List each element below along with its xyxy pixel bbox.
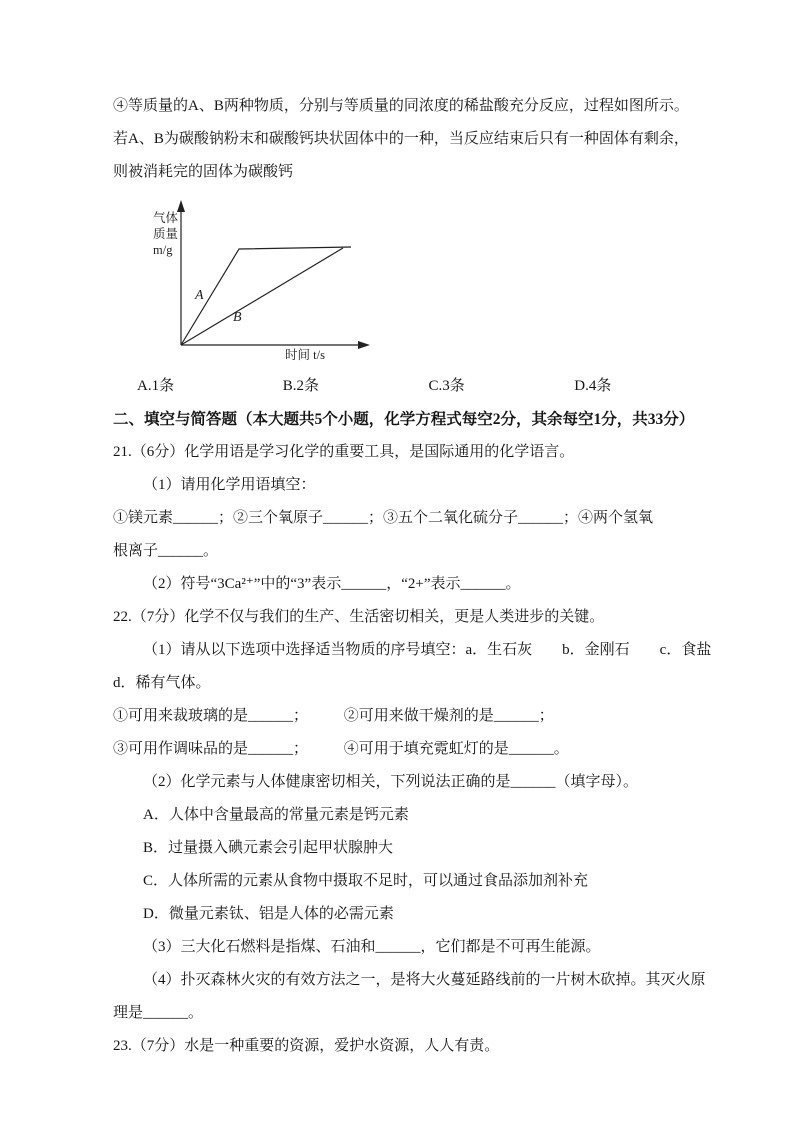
q22-fill-item-2: ②可用来做干燥剂的是______； [343, 708, 554, 724]
q20-option-d: D.4条 [574, 378, 612, 394]
q22-part4-line-1: （4）扑灭森林火灾的有效方法之一，是将大火蔓延路线前的一片树木砍掉。其灭火原 [143, 972, 706, 988]
q22-choice-d: D．微量元素钛、铝是人体的必需元素 [143, 906, 394, 922]
series-b-label: B [233, 310, 242, 325]
q22-part4-line-2: 理是______。 [113, 1005, 204, 1021]
q22-choice-a: A．人体中含量最高的常量元素是钙元素 [143, 807, 409, 823]
q22-fill-item-1: ①可用来裁玻璃的是______； [113, 708, 309, 724]
q22-fill-row-2 [113, 733, 681, 766]
q20-intro-line-2: 若A、B为碳酸钠粉末和碳酸钙块状固体中的一种，当反应结束后只有一种固体有剩余， [113, 131, 689, 147]
q22-part2: （2）化学元素与人体健康密切相关，下列说法正确的是______（填字母）。 [143, 774, 639, 790]
question-20 [113, 90, 689, 403]
question-22 [113, 601, 712, 1030]
question-21 [113, 436, 681, 601]
curve-b [181, 248, 343, 345]
x-axis-label: 时间 t/s [285, 348, 325, 362]
y-axis-label-line-3: m/g [153, 243, 173, 257]
q20-intro-line-3: 则被消耗完的固体为碳酸钙 [113, 164, 294, 180]
y-axis-arrow-icon [177, 200, 185, 212]
section-2-header: 二、填空与简答题（本大题共5个小题，化学方程式每空2分，其余每空1分，共33分） [113, 411, 695, 428]
q20-option-c: C.3条 [428, 378, 465, 394]
y-axis-label-line-1: 气体 [153, 211, 179, 225]
q23-stem: 23.（7分）水是一种重要的资源，爱护水资源，人人有责。 [113, 1038, 500, 1054]
line-chart [137, 195, 382, 363]
q22-choice-c: C．人体所需的元素从食物中摄取不足时，可以通过食品添加剂补充 [143, 873, 589, 889]
x-axis-arrow-icon [358, 341, 370, 349]
q21-part1-label: （1）请用化学用语填空： [143, 477, 316, 493]
y-axis-label-line-2: 质量 [153, 227, 179, 241]
gas-mass-time-graph [137, 195, 681, 368]
q21-part2: （2）符号“3Ca²⁺”中的“3”表示______，“2+”表示______。 [143, 576, 521, 592]
question-23 [113, 1030, 681, 1063]
q22-stem: 22.（7分）化学不仅与我们的生产、生活密切相关，更是人类进步的关键。 [113, 609, 605, 625]
q22-fill-item-4: ④可用于填充霓虹灯的是______。 [343, 741, 569, 757]
q21-part1-items-line-1: ①镁元素______；②三个氧原子______；③五个二氧化硫分子______；④两个氢氧 [113, 510, 654, 526]
q21-stem: 21.（6分）化学用语是学习化学的重要工具，是国际通用的化学语言。 [113, 444, 575, 460]
q20-option-b: B.2条 [282, 378, 320, 394]
q22-choice-b: B．过量摄入碘元素会引起甲状腺肿大 [143, 840, 394, 856]
q20-option-a: A.1条 [137, 378, 175, 394]
series-a-label: A [195, 288, 204, 303]
q22-fill-item-3: ③可用作调味品的是______； [113, 741, 309, 757]
q22-part1-line-2: d．稀有气体。 [113, 675, 211, 691]
q20-options-row [113, 370, 681, 403]
q22-part1-line-1: （1）请从以下选项中选择适当物质的序号填空：a．生石灰 b．金刚石 c．食盐 [143, 642, 712, 658]
q20-intro-line-1: ④等质量的A、B两种物质，分别与等质量的同浓度的稀盐酸充分反应，过程如图所示。 [113, 98, 689, 114]
q22-part3: （3）三大化石燃料是指煤、石油和______，它们都是不可再生能源。 [143, 939, 601, 955]
q21-part1-items-line-2: 根离子______。 [113, 543, 219, 559]
q22-fill-row-1 [113, 700, 681, 733]
